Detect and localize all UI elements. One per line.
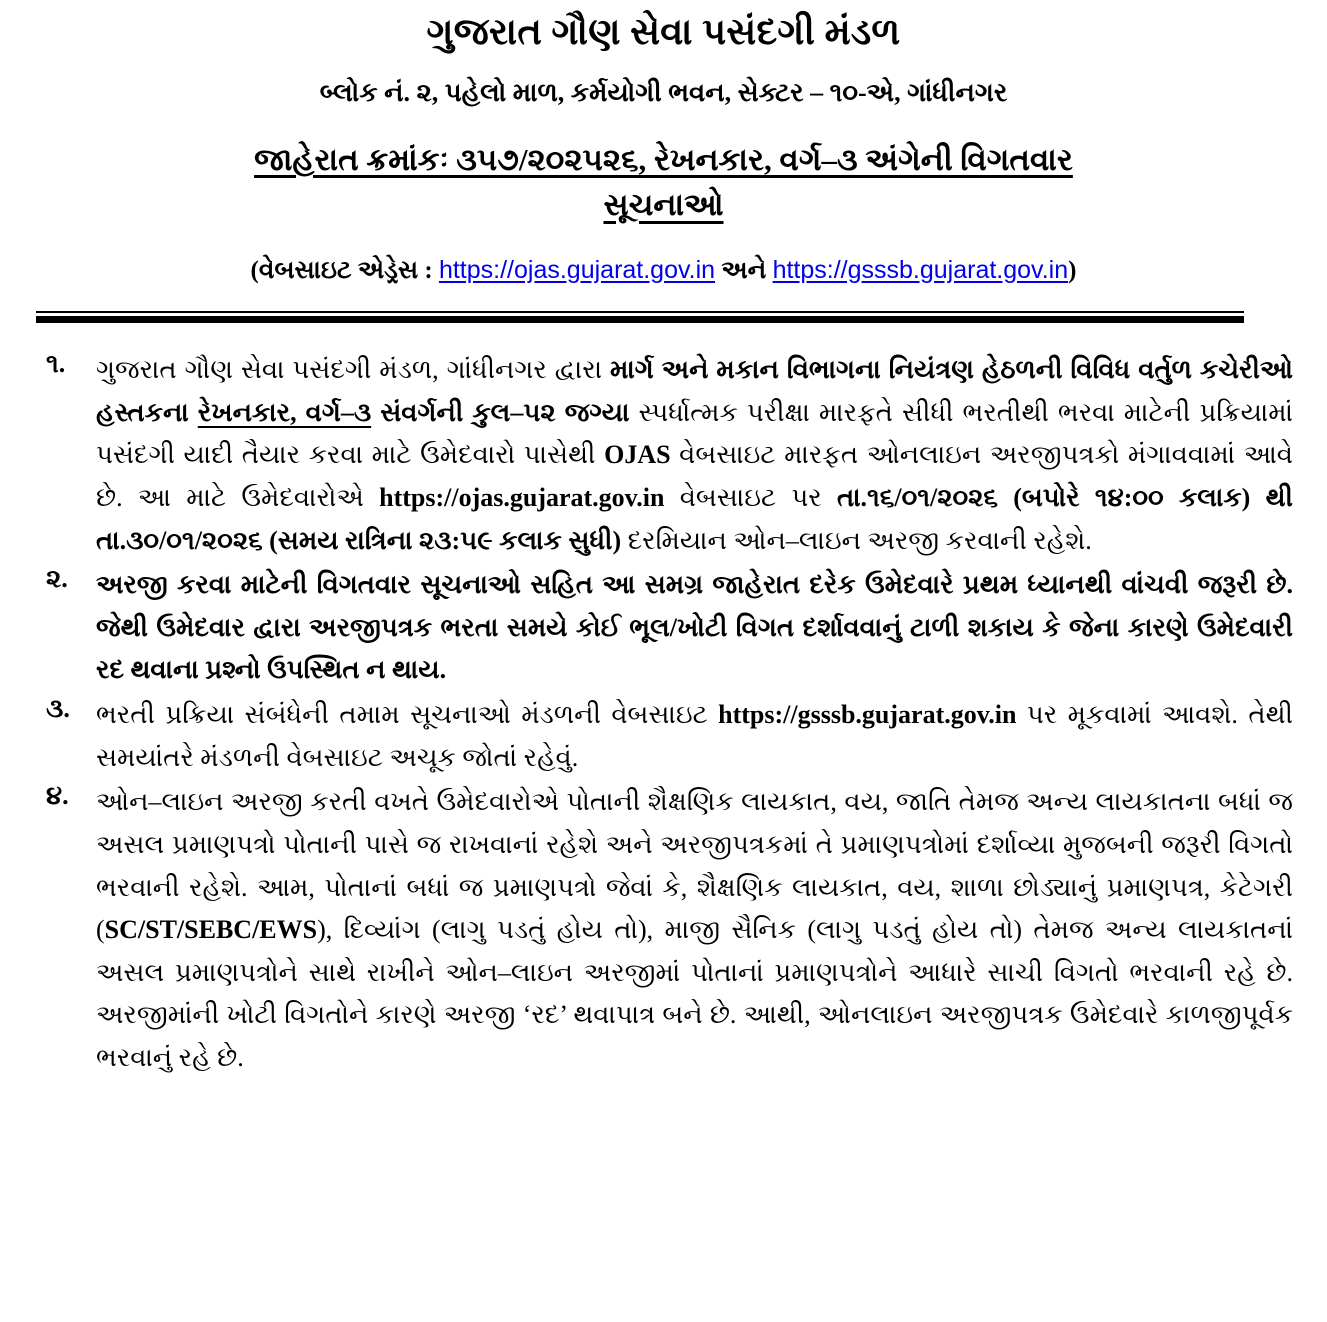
notice-1-ojas-url: https://ojas.gujarat.gov.in <box>379 482 665 512</box>
list-marker: ૧. <box>46 349 66 378</box>
website-suffix-label: ) <box>1068 256 1077 284</box>
list-item <box>34 349 1293 562</box>
advertisement-heading-line1: જાહેરાત ક્રમાંકઃ ૩૫૭/૨૦૨૫૨૬, રેખનકાર, વર્ગ–૩ અંગેની વિગતવાર <box>254 141 1073 177</box>
document-header <box>34 10 1293 287</box>
notice-1-portal-name: OJAS <box>604 440 671 470</box>
list-marker: ૪. <box>46 781 69 811</box>
list-item <box>34 694 1293 779</box>
notice-1-post-name: રેખનકાર, વર્ગ–૩ <box>197 397 372 427</box>
gsssb-website-link[interactable]: https://gsssb.gujarat.gov.in <box>772 255 1069 284</box>
notices-list <box>34 349 1293 1080</box>
notice-1-seg-4: સ્પર્ધાત્મક પરીક્ષા મારફતે સીધી ભરતીથી ભરવા માટેની પ્રક્રિયામાં પસંદગી યાદી તૈયાર કરવા માટે ઉમેદવારો પાસેથી <box>96 397 1293 470</box>
list-item <box>34 781 1293 1079</box>
notice-3-gsssb-url: https://gsssb.gujarat.gov.in <box>718 700 1017 729</box>
notice-1-seg-3: સંવર્ગની કુલ–૫૨ જગ્યા <box>371 397 639 427</box>
notice-4-categories: SC/ST/SEBC/EWS <box>104 915 318 945</box>
list-item <box>34 564 1293 692</box>
notice-3-seg-2: પર મૂકવામાં આવશે. તેથી સમયાંતરે મંડળની વેબસાઇટ અચૂક જોતાં રહેવું. <box>96 700 1293 772</box>
notice-3-seg-0: ભરતી પ્રક્રિયા સંબંધેની તમામ સૂચનાઓ મંડળની વેબસાઇટ <box>96 700 719 729</box>
notice-4-seg-0: ઓન–લાઇન અરજી કરતી વખતે ઉમેદવારોએ પોતાની શૈક્ષણિક લાયકાત, વય, જાતિ તેમજ અન્ય લાયકાતના બધાં જ અસલ પ્રમાણપત્રો પોતાની પાસે જ રાખવાનાં રહેશે અને અરજીપત્રકમાં તે પ્રમાણપત્રોમાં દર્શાવ્યા મુજબની જરૂરી વિગતો ભરવાની રહેશે. આમ, પોતાનાં બધાં જ પ્રમાણપત્રો જેવાં કે, શૈક્ષણિક લાયકાત, વય, શાળા છોડ્યાનું પ્રમાણપત્ર, કેટેગરી ( <box>96 787 1293 945</box>
website-conjunction-label: અને <box>715 256 773 284</box>
notice-paragraph-2 <box>96 564 1293 692</box>
header-divider <box>36 311 1244 323</box>
notice-paragraph-1 <box>96 349 1293 562</box>
advertisement-heading-line2: સૂચનાઓ <box>603 186 724 222</box>
advertisement-heading <box>34 138 1293 228</box>
notice-1-seg-6: વેબસાઇટ મારફત ઓનલાઇન અરજીપત્રકો મંગાવવામાં આવે છે. આ માટે ઉમેદવારોએ <box>96 440 1293 512</box>
website-prefix-label: (વેબસાઇટ એડ્રેસ : <box>250 256 439 284</box>
notice-paragraph-4 <box>96 781 1293 1079</box>
ojas-website-link[interactable]: https://ojas.gujarat.gov.in <box>438 255 716 284</box>
website-address-line <box>34 254 1293 288</box>
notice-paragraph-3 <box>96 694 1293 779</box>
notice-1-dates: તા.૧૬/૦૧/૨૦૨૬ (બપોરે ૧૪:૦૦ કલાક) થી તા.૩૦/૦૧/૨૦૨૬ (સમય રાત્રિના ૨૩:૫૯ કલાક સુધી) <box>96 482 1293 555</box>
list-marker: ૨. <box>46 564 68 594</box>
notice-1-seg-10: દરમિયાન ઓન–લાઇન અરજી કરવાની રહેશે. <box>621 525 1092 555</box>
divider-thick-rule <box>36 316 1244 323</box>
organization-address: બ્લોક નં. ૨, પહેલો માળ, કર્મયોગી ભવન, સેક્ટર – ૧૦-એ, ગાંધીનગર <box>319 78 1008 108</box>
notice-1-seg-0: ગુજરાત ગૌણ સેવા પસંદગી મંડળ, ગાંધીનગર દ્વારા <box>96 355 611 384</box>
notice-1-seg-8: વેબસાઇટ પર <box>664 482 837 512</box>
notice-4-seg-2: ), દિવ્યાંગ (લાગુ પડતું હોય તો), માજી સૈનિક (લાગુ પડતું હોય તો) તેમજ અન્ય લાયકાતનાં અસલ પ્રમાણપત્રોને સાથે રાખીને ઓન–લાઇન અરજીમાં પોતાનાં પ્રમાણપત્રોને આધારે સાચી વિગતો ભરવાની રહે છે. અરજીમાંની ખોટી વિગતોને કારણે અરજી ‘રદ’ થવાપાત્ર બને છે. આથી, ઓનલાઇન અરજીપત્રક ઉમેદવારે કાળજીપૂર્વક ભરવાનું રહે છે. <box>96 915 1293 1072</box>
list-marker: ૩. <box>46 694 70 723</box>
notice-1-seg-1: માર્ગ અને મકાન વિભાગના નિયંત્રણ હેઠળની વિવિધ વર્તુળ કચેરીઓ હસ્તકના <box>96 355 1293 427</box>
page-title: ગુજરાત ગૌણ સેવા પસંદગી મંડળ <box>426 12 901 53</box>
notice-2-seg-0: અરજી કરવા માટેની વિગતવાર સૂચનાઓ સહિત આ સમગ્ર જાહેરાત દરેક ઉમેદવારે પ્રથમ ધ્યાનથી વાંચવી જરૂરી છે. જેથી ઉમેદવાર દ્વારા અરજીપત્રક ભરતા સમયે કોઈ ભૂલ/ખોટી વિગત દર્શાવવાનું ટાળી શકાય કે જેના કારણે ઉમેદવારી રદ થવાના પ્રશ્નો ઉપસ્થિત ન થાય. <box>96 570 1293 685</box>
